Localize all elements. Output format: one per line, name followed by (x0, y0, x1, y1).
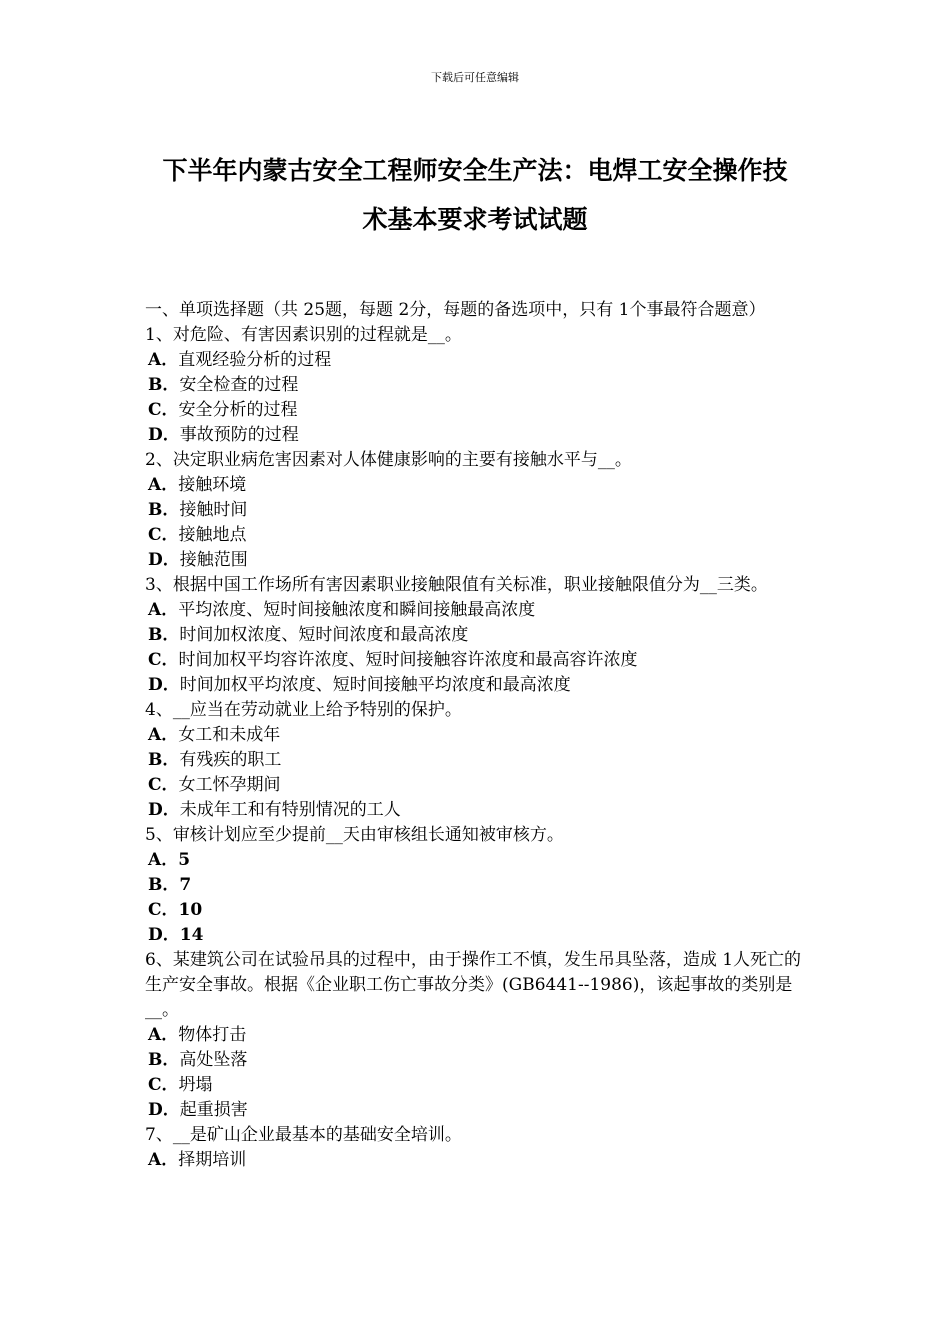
answer-option (145, 548, 810, 573)
answer-option (145, 873, 810, 898)
question-stem: 5、审核计划应至少提前__天由审核组长通知被审核方。 (145, 825, 564, 845)
answer-option (145, 1148, 810, 1173)
document-title (120, 146, 830, 244)
answer-option (145, 523, 810, 548)
question-item (145, 323, 810, 448)
answer-option (145, 398, 810, 423)
answer-option (145, 598, 810, 623)
title-line-2: 术基本要求考试试题 (362, 205, 588, 234)
option-letter: D． (148, 550, 180, 570)
option-letter: C． (148, 650, 179, 670)
option-letter: B． (148, 375, 180, 395)
question-stem: 4、__应当在劳动就业上给予特别的保护。 (145, 700, 462, 720)
question-stem: 7、__是矿山企业最基本的基础安全培训。 (145, 1125, 462, 1145)
question-item (145, 573, 810, 698)
answer-option (145, 1098, 810, 1123)
option-text: 14 (179, 925, 204, 945)
option-text: 高处坠落 (179, 1050, 248, 1070)
option-letter: D． (148, 675, 180, 695)
option-text: 未成年工和有特别情况的工人 (179, 800, 401, 820)
answer-option (145, 623, 810, 648)
option-text: 5 (178, 850, 191, 870)
option-text: 接触环境 (178, 475, 247, 495)
option-text: 直观经验分析的过程 (178, 350, 332, 370)
answer-option (145, 773, 810, 798)
option-letter: A． (148, 1025, 179, 1045)
question-item (145, 823, 810, 948)
answer-option (145, 1023, 810, 1048)
answer-option (145, 1048, 810, 1073)
option-text: 有残疾的职工 (179, 750, 282, 770)
question-stem: 6、某建筑公司在试验吊具的过程中，由于操作工不慎，发生吊具坠落，造成 1人死亡的生产安全事故。根据《企业职工伤亡事故分类》(GB6441--1986)，该起事故的类别是__。 (145, 950, 802, 1020)
option-text: 女工怀孕期间 (178, 775, 281, 795)
answer-option (145, 723, 810, 748)
question-item (145, 948, 810, 1123)
option-text: 接触时间 (179, 500, 248, 520)
option-letter: D． (148, 425, 180, 445)
header-note: 下载后可任意编辑 (431, 71, 519, 84)
option-text: 时间加权平均浓度、短时间接触平均浓度和最高浓度 (179, 675, 571, 695)
option-text: 接触范围 (179, 550, 248, 570)
document-body (145, 298, 810, 1173)
option-letter: B． (148, 1050, 180, 1070)
answer-option (145, 1073, 810, 1098)
answer-option (145, 798, 810, 823)
option-text: 时间加权平均容许浓度、短时间接触容许浓度和最高容许浓度 (178, 650, 638, 670)
option-text: 事故预防的过程 (179, 425, 299, 445)
option-text: 女工和未成年 (178, 725, 281, 745)
question-item (145, 448, 810, 573)
option-text: 安全分析的过程 (178, 400, 298, 420)
option-letter: C． (148, 775, 179, 795)
question-stem: 3、根据中国工作场所有害因素职业接触限值有关标准，职业接触限值分为__三类。 (145, 575, 768, 595)
option-text: 时间加权浓度、短时间浓度和最高浓度 (179, 625, 469, 645)
option-letter: A． (148, 600, 179, 620)
option-letter: B． (148, 875, 180, 895)
question-item (145, 1123, 810, 1173)
answer-option (145, 373, 810, 398)
option-text: 安全检查的过程 (179, 375, 299, 395)
option-letter: B． (148, 500, 180, 520)
option-text: 7 (179, 875, 192, 895)
option-text: 坍塌 (178, 1075, 213, 1095)
option-letter: B． (148, 625, 180, 645)
answer-option (145, 423, 810, 448)
option-text: 物体打击 (178, 1025, 247, 1045)
option-letter: A． (148, 725, 179, 745)
option-letter: D． (148, 1100, 180, 1120)
question-stem: 2、决定职业病危害因素对人体健康影响的主要有接触水平与__。 (145, 450, 632, 470)
option-letter: D． (148, 800, 180, 820)
section-heading: 一、单项选择题（共 25题，每题 2分，每题的备选项中，只有 1个事最符合题意） (145, 300, 766, 320)
question-stem: 1、对危险、有害因素识别的过程就是__。 (145, 325, 462, 345)
option-letter: C． (148, 400, 179, 420)
option-text: 择期培训 (178, 1150, 247, 1170)
answer-option (145, 748, 810, 773)
answer-option (145, 673, 810, 698)
option-letter: C． (148, 1075, 179, 1095)
option-text: 起重损害 (179, 1100, 248, 1120)
title-line-1: 下半年内蒙古安全工程师安全生产法：电焊工安全操作技 (162, 156, 788, 185)
option-text: 10 (178, 900, 203, 920)
answer-option (145, 498, 810, 523)
question-item (145, 698, 810, 823)
option-text: 平均浓度、短时间接触浓度和瞬间接触最高浓度 (178, 600, 536, 620)
option-letter: A． (148, 350, 179, 370)
answer-option (145, 348, 810, 373)
option-letter: C． (148, 525, 179, 545)
option-letter: C． (148, 900, 179, 920)
option-text: 接触地点 (178, 525, 247, 545)
option-letter: A． (148, 1150, 179, 1170)
option-letter: B． (148, 750, 180, 770)
question-list (145, 323, 810, 1173)
option-letter: D． (148, 925, 180, 945)
answer-option (145, 648, 810, 673)
answer-option (145, 898, 810, 923)
option-letter: A． (148, 850, 179, 870)
answer-option (145, 473, 810, 498)
answer-option (145, 923, 810, 948)
option-letter: A． (148, 475, 179, 495)
answer-option (145, 848, 810, 873)
